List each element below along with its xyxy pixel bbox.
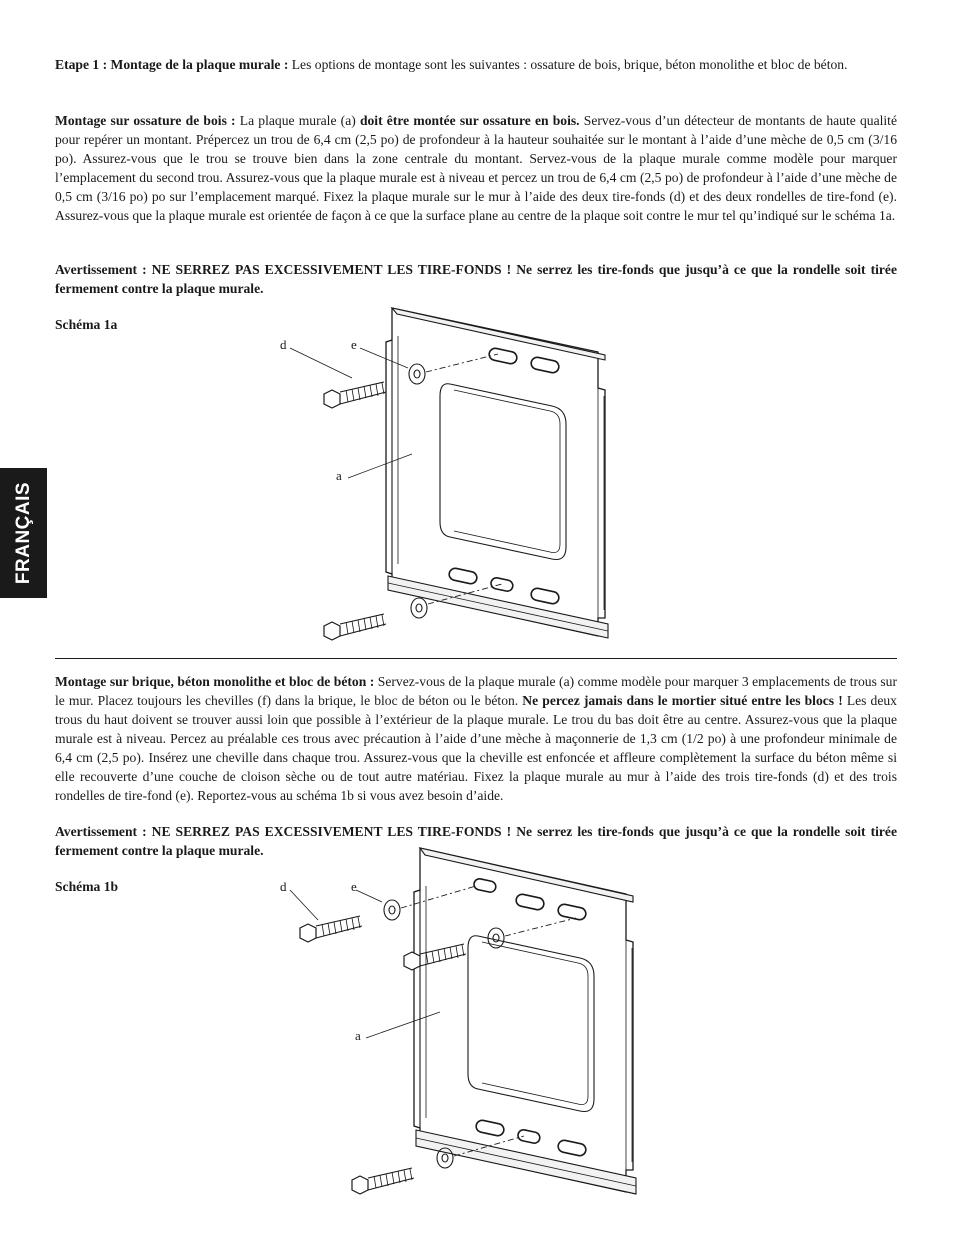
leader-d: [290, 890, 318, 920]
lag-bolt-bottom: [324, 614, 386, 640]
wood-paragraph: [55, 111, 897, 225]
wood-bold-1: doit être montée sur ossature en bois.: [359, 113, 580, 128]
warning-2: Avertissement : NE SERREZ PAS EXCESSIVEMENT LES TIRE-FONDS ! Ne serrez les tire-fonds que jusqu’à ce que la rondelle soit tirée fermement contre la plaque murale.: [55, 824, 897, 858]
language-tab-label: FRANÇAIS: [12, 481, 34, 585]
figure-1b-drawing: [280, 840, 650, 1210]
figure-1b-callout-e: e: [351, 879, 357, 894]
brick-heading: Montage sur brique, béton monolithe et bloc de béton :: [55, 674, 375, 689]
section-divider: [55, 658, 897, 659]
wood-heading: Montage sur ossature de bois :: [55, 113, 236, 128]
figure-1b-label: Schéma 1b: [55, 879, 119, 894]
figure-1a-label: Schéma 1a: [55, 317, 118, 332]
figure-1a-callout-e: e: [351, 337, 357, 352]
brick-text-1: Servez-vous de la plaque murale (a) comme modèle pour marquer 3 emplacements de trous sur le mur. Placez toujours les chevilles (f) dans la brique, le bloc de béton ou le béton.: [55, 674, 897, 708]
wood-text-1: La plaque murale (a): [235, 113, 360, 128]
wood-text-2: Servez-vous d’un détecteur de montants de haute qualité pour repérer un montant. Prépercez un trou de 6,4 cm (2,5 po) de profondeur à la hauteur souhaitée sur le montant à l’aide d’une mèche de 0,5 cm (3/16 po). Assurez-vous que le trou se trouve bien dans la zone centrale du montant. Servez-vous de la plaque murale comme modèle pour marquer l’emplacement du second trou. Assurez-vous que la plaque murale est à niveau et percez un trou de 6,4 cm (2,5 po) de profondeur à l’aide d’une mèche de 0,5 cm (3/16 po) po sur l’emplacement marqué. Fixez la plaque murale sur le mur à l’aide des deux tire-fonds (d) et des deux rondelles de tire-fond (e). Assurez-vous que la plaque murale est orientée de façon à ce que la surface plane au centre de la plaque soit contre le mur tel qu’indiqué sur le schéma 1a.: [55, 113, 897, 223]
figure-1a-drawing: [280, 300, 640, 650]
lag-washer-bottom: [411, 598, 427, 618]
figure-1a-callout-d: d: [280, 337, 287, 352]
warning-1: Avertissement : NE SERREZ PAS EXCESSIVEMENT LES TIRE-FONDS ! Ne serrez les tire-fonds que jusqu’à ce que la rondelle soit tirée fermement contre la plaque murale.: [55, 262, 897, 296]
leader-d: [290, 348, 352, 378]
figure-1a-callout-a: a: [336, 468, 342, 483]
lag-bolt-top-left: [300, 916, 362, 942]
leader-e: [356, 890, 382, 902]
lag-bolt-bottom: [352, 1168, 414, 1194]
figure-1b-callout-a: a: [355, 1028, 361, 1043]
step1-paragraph: [55, 55, 897, 74]
step1-text: Les options de montage sont les suivantes : ossature de bois, brique, béton monolithe et bloc de béton.: [288, 57, 848, 72]
lag-washer-top-left: [384, 900, 400, 920]
brick-paragraph: [55, 672, 897, 805]
figure-1b-callout-d: d: [280, 879, 287, 894]
brick-text-2: Les deux trous du haut doivent se trouver aussi loin que possible à l’extérieur de la plaque murale. Le trou du bas doit être au centre. Assurez-vous que la plaque murale est à niveau. Percez au préalable ces trous avec précaution à l’aide d’une mèche à maçonnerie de 1,3 cm (1/2 po) à une profondeur minimale de 6,4 cm (2,5 po). Insérez une cheville dans chaque trou. Assurez-vous que la cheville est enfoncée et affleure complètement la surface du béton même si elle recouverte d’une couche de cloison sèche ou de tout autre matériau. Fixez la plaque murale au mur à l’aide des trois tire-fonds (d) et des trois rondelles de tire-fond (e). Reportez-vous au schéma 1b si vous avez besoin d’aide.: [55, 693, 897, 803]
brick-bold-1: Ne percez jamais dans le mortier situé entre les blocs !: [522, 693, 843, 708]
lag-bolt-top: [324, 382, 386, 408]
language-tab: [0, 468, 47, 598]
step1-heading: Etape 1 : Montage de la plaque murale :: [55, 57, 289, 72]
